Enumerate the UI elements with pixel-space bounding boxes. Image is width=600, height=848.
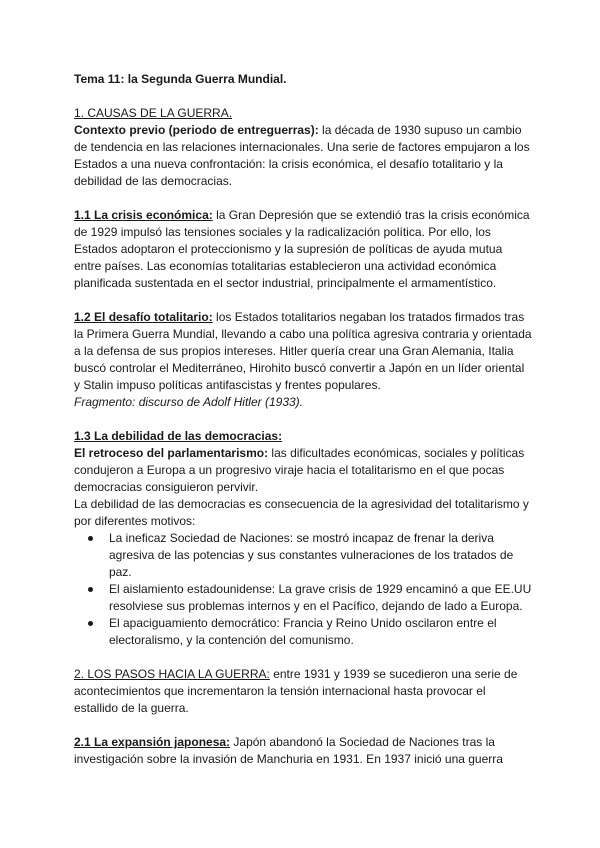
section-1-1 — [74, 207, 532, 292]
section-2 — [74, 666, 532, 717]
section-2-1 — [74, 734, 532, 768]
section-1-3 — [74, 428, 532, 649]
section-1-2-paragraph — [74, 309, 532, 394]
section-1-3-paragraph-2: La debilidad de las democracias es consecuencia de la agresividad del totalitarismo y por diferentes motivos: — [74, 497, 529, 528]
section-2-paragraph — [74, 666, 532, 717]
list-item: El apaciguamiento democrático: Francia y Reino Unido oscilaron entre el electoralismo, y la contención del comunismo. — [109, 615, 532, 649]
section-2-1-heading: 2.1 La expansión japonesa: — [74, 735, 231, 749]
list-item: El aislamiento estadounidense: La grave crisis de 1929 encaminó a que EE.UU resolviese sus problemas internos y en el Pacífico, dejando de lado a Europa. — [109, 581, 532, 615]
section-1-3-paragraph — [74, 445, 532, 496]
section-1 — [74, 105, 532, 190]
section-1-heading: 1. CAUSAS DE LA GUERRA. — [74, 106, 233, 120]
section-1-2-text: los Estados totalitarios negaban los tratados firmados tras la Primera Guerra Mundial, llevando a cabo una política agresiva contraria y orientada a la defensa de sus propios intereses. Hitler quería crear una Gran Alemania, Italia buscó controlar el Mediterráneo, Hirohito buscó convertir a Japón en un líder oriental y Stalin impuso políticas antifascistas y frentes populares. — [74, 310, 532, 392]
reasons-list — [74, 530, 532, 649]
section-1-2-heading: 1.2 El desafío totalitario: — [74, 310, 213, 324]
section-2-1-paragraph — [74, 734, 532, 768]
document-title: Tema 11: la Segunda Guerra Mundial. — [74, 72, 287, 86]
section-1-2-fragment: Fragmento: discurso de Adolf Hitler (1933). — [74, 395, 303, 409]
bullet-icon — [88, 621, 93, 626]
section-1-3-text: las dificultades económicas, sociales y políticas condujeron a Europa a un progresivo viraje hacia el totalitarismo en el que pocas democracias consiguieron pervivir. — [74, 446, 525, 494]
section-1-2 — [74, 309, 532, 411]
section-1-1-heading: 1.1 La crisis económica: — [74, 208, 213, 222]
list-item: La ineficaz Sociedad de Naciones: se mostró incapaz de frenar la deriva agresiva de las potencias y sus constantes vulneraciones de los tratados de paz. — [109, 530, 532, 581]
section-1-3-lead: El retroceso del parlamentarismo: — [74, 446, 269, 460]
bullet-icon — [88, 587, 93, 592]
section-1-3-heading: 1.3 La debilidad de las democracias: — [74, 429, 283, 443]
section-1-1-paragraph — [74, 207, 532, 292]
section-1-1-text: la Gran Depresión que se extendió tras la crisis económica de 1929 impulsó las tensiones sociales y la radicalización política. Por ello, los Estados adoptaron el proteccionismo y la supresión de políticas de ayuda mutua entre países. Las economías totalitarias establecieron una actividad económica planificada sustentada en el sector industrial, principalmente el armamentístico. — [74, 208, 530, 290]
section-2-heading: 2. LOS PASOS HACIA LA GUERRA: — [74, 667, 270, 681]
section-1-text: la década de 1930 supuso un cambio de tendencia en las relaciones internacionales. Una serie de factores empujaron a los Estados a una nueva confrontación: la crisis económica, el desafío totalitario y la debilidad de las democracias. — [74, 123, 530, 188]
section-1-paragraph — [74, 122, 532, 190]
section-1-lead: Contexto previo (periodo de entreguerras): — [74, 123, 319, 137]
document-body — [74, 71, 532, 785]
section-2-text: entre 1931 y 1939 se sucedieron una serie de acontecimientos que incrementaron la tensión internacional hasta provocar el estallido de la guerra. — [74, 667, 518, 715]
section-2-1-text: Japón abandonó la Sociedad de Naciones tras la investigación sobre la invasión de Manchuria en 1931. En 1937 inició una guerra — [74, 735, 503, 766]
bullet-icon — [88, 536, 93, 541]
